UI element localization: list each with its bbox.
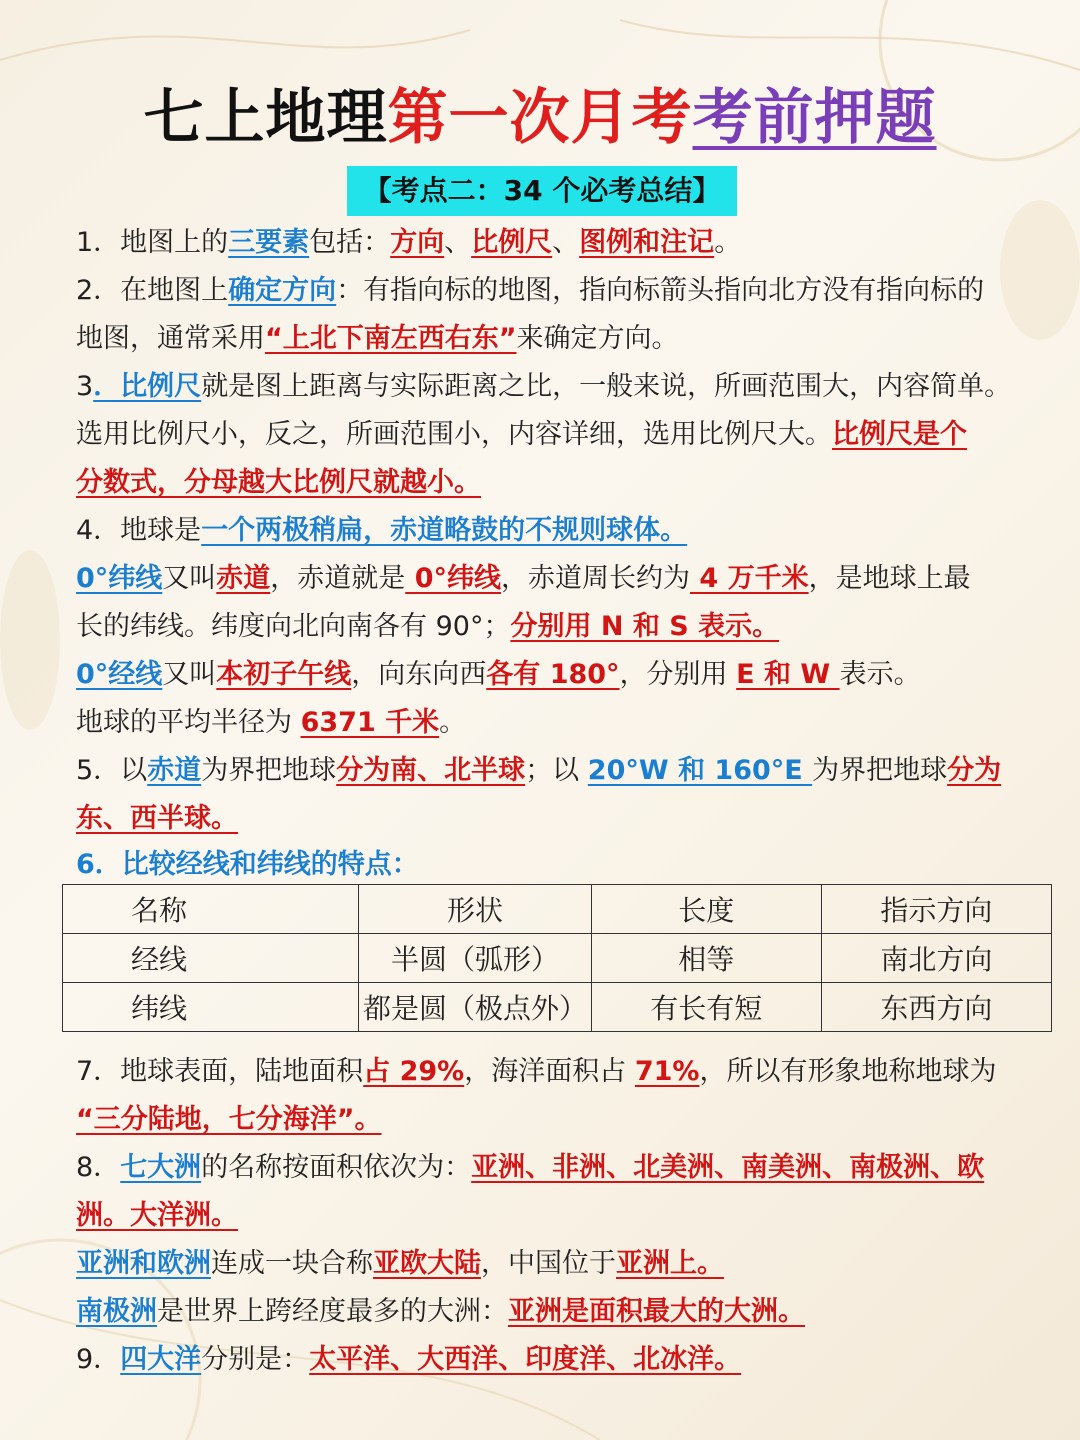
text-line: [76, 1340, 741, 1380]
table-cell: 纬线: [63, 983, 359, 1032]
text-segment: 又叫: [162, 659, 217, 690]
text-segment: 比例尺是个: [832, 419, 967, 450]
text-segment: 1．地图上的: [76, 227, 229, 258]
text-segment: 亚洲是面积最大的大洲。: [508, 1296, 805, 1327]
text-segment: 一个两极稍扁，赤道略鼓的不规则球体。: [201, 515, 688, 546]
title-part3: 考前押题: [692, 83, 937, 153]
table-cell: 南北方向: [821, 934, 1051, 983]
text-segment: 9．: [76, 1344, 121, 1375]
text-segment: ；以: [525, 755, 588, 786]
text-segment: 确定方向: [228, 275, 337, 306]
text-segment: 为界把地球: [812, 755, 948, 786]
text-segment: 。: [439, 707, 467, 738]
text-segment: ．比例尺: [93, 371, 202, 402]
text-segment: 又叫: [162, 563, 217, 594]
text-segment: 各有 180°: [486, 659, 620, 690]
page-title: [0, 78, 1080, 158]
text-segment: 七大洲: [120, 1152, 202, 1183]
text-segment: 连成一块合称: [211, 1248, 373, 1279]
text-segment: 6．比较经线和纬线的特点：: [76, 849, 419, 880]
text-segment: 分别用 N 和 S 表示。: [510, 611, 780, 642]
table-cell: 相等: [591, 934, 821, 983]
text-segment: 分为: [947, 755, 1002, 786]
text-segment: ：有指向标的地图，指向标箭头指向北方没有指向标的: [336, 275, 985, 306]
text-segment: 的名称按面积依次为：: [201, 1152, 472, 1183]
text-line: [76, 415, 967, 455]
text-line: [76, 1292, 805, 1332]
text-segment: 占 29%: [363, 1056, 465, 1087]
table-row: [63, 934, 1052, 983]
text-line: [76, 271, 984, 311]
text-segment: 东、西半球。: [76, 803, 238, 834]
text-segment: 选用比例尺小，反之，所画范围小，内容详细，选用比例尺大。: [76, 419, 832, 450]
text-segment: 洲。大洋洲。: [76, 1200, 238, 1231]
title-part1: 七上地理: [143, 83, 388, 153]
text-line: [76, 511, 687, 551]
text-segment: 。: [714, 227, 742, 258]
table-header-cell: 长度: [591, 885, 821, 934]
text-segment: 地图，通常采用: [76, 323, 265, 354]
text-segment: 7．地球表面，陆地面积: [76, 1056, 364, 1087]
text-segment: “三分陆地，七分海洋”。: [76, 1104, 382, 1135]
text-segment: 亚洲上。: [616, 1248, 724, 1279]
title-part2: 第一次月考: [387, 83, 693, 153]
text-segment: 亚洲和欧洲: [76, 1248, 211, 1279]
text-segment: 4 万千米: [689, 563, 809, 594]
text-segment: 0°纬线: [76, 563, 163, 594]
comparison-table: [62, 884, 1052, 1032]
table-cell: 有长有短: [591, 983, 821, 1032]
text-segment: 地球的平均半径为: [76, 707, 301, 738]
text-segment: 亚欧大陆: [373, 1248, 481, 1279]
text-segment: ，海洋面积占: [464, 1056, 635, 1087]
text-segment: 方向: [390, 227, 445, 258]
table-header-cell: 名称: [63, 885, 359, 934]
text-line: [76, 1196, 238, 1236]
table-header-cell: 形状: [359, 885, 592, 934]
text-segment: 就是图上距离与实际距离之比，一般来说，所画范围大，内容简单。: [201, 371, 1012, 402]
text-line: [76, 1244, 724, 1284]
text-segment: ，中国位于: [481, 1248, 616, 1279]
text-segment: 71%: [634, 1056, 700, 1087]
text-segment: 来确定方向。: [516, 323, 679, 354]
text-segment: ，赤道就是: [270, 563, 406, 594]
table-cell: 东西方向: [821, 983, 1051, 1032]
text-line: [76, 751, 1001, 791]
text-segment: ，赤道周长约为: [500, 563, 690, 594]
table-cell: 半圆（弧形）: [359, 934, 592, 983]
text-segment: 、: [444, 227, 472, 258]
text-segment: ，所以有形象地称地球为: [699, 1056, 997, 1087]
table-cell: 都是圆（极点外）: [359, 983, 592, 1032]
text-segment: 赤道: [147, 755, 202, 786]
section-heading: [76, 845, 419, 885]
text-segment: 4．地球是: [76, 515, 202, 546]
text-line: [76, 703, 466, 743]
text-segment: 3: [76, 371, 94, 402]
text-segment: 是世界上跨经度最多的大洲：: [157, 1296, 508, 1327]
text-line: [76, 319, 679, 359]
text-segment: 6371 千米: [300, 707, 440, 738]
table-row: [63, 983, 1052, 1032]
text-segment: 南极洲: [76, 1296, 157, 1327]
text-line: [76, 799, 238, 839]
text-segment: 、: [552, 227, 580, 258]
text-segment: 长的纬线。纬度向北向南各有 90°；: [76, 611, 511, 642]
text-segment: ，是地球上最: [808, 563, 971, 594]
text-segment: ，向东向西: [351, 659, 487, 690]
text-segment: 比例尺: [471, 227, 553, 258]
text-segment: ，分别用: [619, 659, 737, 690]
table-cell: 经线: [63, 934, 359, 983]
text-segment: 2．在地图上: [76, 275, 229, 306]
text-line: [76, 559, 971, 599]
table-header-cell: 指示方向: [821, 885, 1051, 934]
text-line: [76, 463, 481, 503]
text-segment: 太平洋、大西洋、印度洋、北冰洋。: [309, 1344, 742, 1375]
text-segment: E 和 W: [736, 659, 840, 690]
text-segment: 分数式，分母越大比例尺就越小。: [76, 467, 481, 498]
text-line: [76, 1052, 996, 1092]
section-banner: 【考点二：34 个必考总结】: [347, 166, 737, 216]
text-segment: “上北下南左西右东”: [265, 323, 517, 354]
text-segment: 0°经线: [76, 659, 163, 690]
text-line: [76, 1148, 984, 1188]
text-segment: 赤道: [216, 563, 271, 594]
text-segment: 8．: [76, 1152, 121, 1183]
text-segment: 三要素: [228, 227, 310, 258]
text-segment: 分别是：: [201, 1344, 310, 1375]
text-line: [76, 607, 779, 647]
text-segment: 包括：: [309, 227, 391, 258]
text-line: [76, 1100, 382, 1140]
text-segment: 0°纬线: [405, 563, 501, 594]
text-segment: 四大洋: [120, 1344, 202, 1375]
text-segment: 表示。: [839, 659, 921, 690]
text-segment: 分为南、北半球: [336, 755, 526, 786]
text-line: [76, 367, 1011, 407]
text-segment: 图例和注记: [579, 227, 715, 258]
text-segment: 亚洲、非洲、北美洲、南美洲、南极洲、欧: [471, 1152, 985, 1183]
text-segment: 为界把地球: [201, 755, 337, 786]
text-line: [76, 655, 921, 695]
text-segment: 本初子午线: [216, 659, 352, 690]
text-line: [76, 223, 741, 263]
table-header-row: [63, 885, 1052, 934]
text-segment: 5．以: [76, 755, 148, 786]
text-segment: 20°W 和 160°E: [587, 755, 813, 786]
